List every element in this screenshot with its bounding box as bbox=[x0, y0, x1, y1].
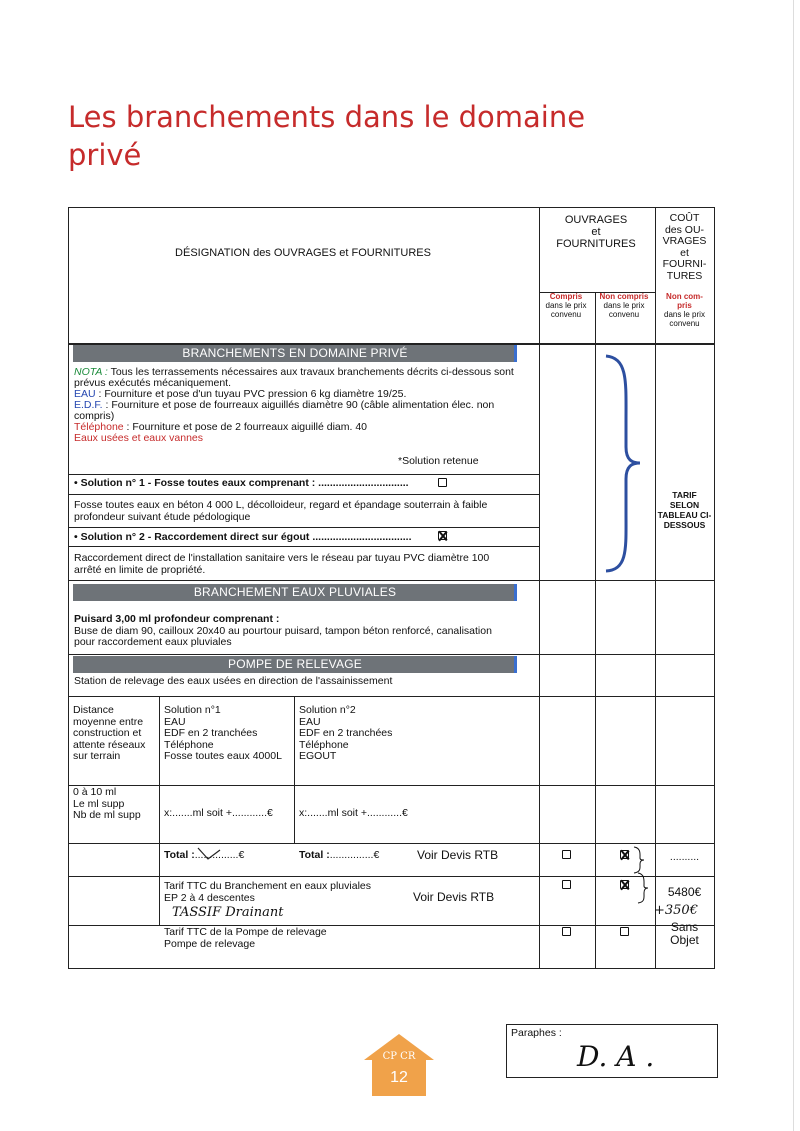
ml-soit-2: x:.......ml soit +............€ bbox=[299, 807, 408, 819]
brace-icon bbox=[598, 352, 648, 574]
total-compris-checkbox[interactable] bbox=[562, 850, 571, 859]
non-compris-cout-header: Non com- pris dans le prix convenu bbox=[664, 292, 705, 328]
station-text: Station de relevage des eaux usées en direction de l'assainissement bbox=[74, 675, 393, 687]
total-1: Total :...............€ bbox=[164, 849, 245, 861]
sans-objet: Sans Objet bbox=[670, 920, 699, 947]
solution-retenue-note: *Solution retenue bbox=[398, 455, 479, 467]
pluviales-non-compris-checkbox[interactable] bbox=[620, 880, 629, 889]
small-brace-icon bbox=[632, 846, 646, 874]
pompe-tarif: Tarif TTC de la Pompe de relevage Pompe de relevage bbox=[164, 926, 327, 950]
solution-2-label: • Solution n° 2 - Raccordement direct sur égout .................................. bbox=[74, 531, 412, 543]
pluviales-compris-checkbox[interactable] bbox=[562, 880, 571, 889]
solution-1-checkbox[interactable] bbox=[438, 478, 447, 487]
distance-label: Distance moyenne entre construction et attente réseaux sur terrain bbox=[73, 704, 146, 762]
page-edge bbox=[793, 0, 794, 1131]
pluviales-handwritten-note: TASSIF Drainant bbox=[172, 905, 284, 920]
nota-block: NOTA : Tous les terrassements nécessaires aux travaux branchements décrits ci-dessous sont prévus exécutés mécaniquement. EAU : Fourniture et pose d'un tuyau PVC pression 6 kg diamètre 19/25. E.D.F. : Fourniture et pose de fourreaux aiguillés diamètre 90 (câble alimentation élec. non compris) Téléphone : Fourniture et pose de 2 fourreaux aiguillé diam. 40 Eaux usées et eaux vannes bbox=[74, 366, 514, 444]
solution-2-description: Raccordement direct de l'installation sanitaire vers le réseau par tuyau PVC diamètre 100 arrêté en limite de propriété. bbox=[74, 552, 490, 576]
tarif-selon-tableau: TARIF SELON TABLEAU CI- DESSOUS bbox=[657, 490, 712, 530]
page-title: Les branchements dans le domaine privé bbox=[68, 100, 586, 172]
section-band-eaux-pluviales: BRANCHEMENT EAUX PLUVIALES bbox=[73, 584, 517, 601]
solution-1-label: • Solution n° 1 - Fosse toutes eaux comprenant : ............................... bbox=[74, 477, 409, 489]
strike-mark-icon bbox=[196, 846, 222, 862]
voir-devis-1: Voir Devis RTB bbox=[417, 848, 499, 862]
total-non-compris-checkbox[interactable] bbox=[620, 850, 629, 859]
solution-1-description: Fosse toutes eaux en béton 4 000 L, décolloideur, regard et épandage souterrain à faible profondeur suivant étude pédologique bbox=[74, 499, 488, 523]
total-cost: .......... bbox=[669, 851, 700, 863]
designation-header: DÉSIGNATION des OUVRAGES et FOURNITURES bbox=[175, 247, 431, 259]
pluviales-brace-icon bbox=[636, 872, 650, 904]
pluviales-cost-addition: +350€ bbox=[654, 903, 698, 918]
compris-header: Compris dans le prix convenu bbox=[545, 292, 587, 319]
pompe-non-compris-checkbox[interactable] bbox=[620, 927, 629, 936]
pluviales-cost: 5480€ bbox=[667, 885, 702, 899]
puisard-block: Puisard 3,00 ml profondeur comprenant : Buse de diam 90, cailloux 20x40 au pourtour puisard, tampon béton renforcé, canalisation pour raccordement eaux pluviales bbox=[74, 613, 492, 648]
badge-text: CP CR bbox=[382, 1051, 416, 1062]
page-number: 12 bbox=[390, 1069, 408, 1086]
voir-devis-2: Voir Devis RTB bbox=[413, 890, 495, 904]
paraphes-box bbox=[506, 1024, 718, 1078]
solution-2-column: Solution n°2 EAU EDF en 2 tranchées Téléphone EGOUT bbox=[299, 704, 393, 762]
ml-labels: 0 à 10 ml Le ml supp Nb de ml supp bbox=[73, 786, 141, 821]
section-band-domaine-prive: BRANCHEMENTS EN DOMAINE PRIVÉ bbox=[73, 345, 517, 362]
paraphes-label: Paraphes : bbox=[511, 1027, 562, 1039]
non-compris-header: Non compris dans le prix convenu bbox=[599, 292, 649, 319]
pluviales-tarif: Tarif TTC du Branchement en eaux pluviales EP 2 à 4 descentes bbox=[164, 880, 371, 904]
solution-2-checkbox[interactable] bbox=[438, 531, 447, 540]
ml-soit-1: x:.......ml soit +............€ bbox=[164, 807, 273, 819]
solution-1-column: Solution n°1 EAU EDF en 2 tranchées Téléphone Fosse toutes eaux 4000L bbox=[164, 704, 282, 762]
pompe-compris-checkbox[interactable] bbox=[562, 927, 571, 936]
cout-header: COÛT des OU- VRAGES et FOURNI- TURES bbox=[662, 212, 707, 282]
section-band-pompe: POMPE DE RELEVAGE bbox=[73, 656, 517, 673]
total-2: Total :...............€ bbox=[299, 849, 380, 861]
paraphes-initials: D. A . bbox=[577, 1040, 655, 1073]
ouvrages-header: OUVRAGES et FOURNITURES bbox=[556, 214, 636, 250]
